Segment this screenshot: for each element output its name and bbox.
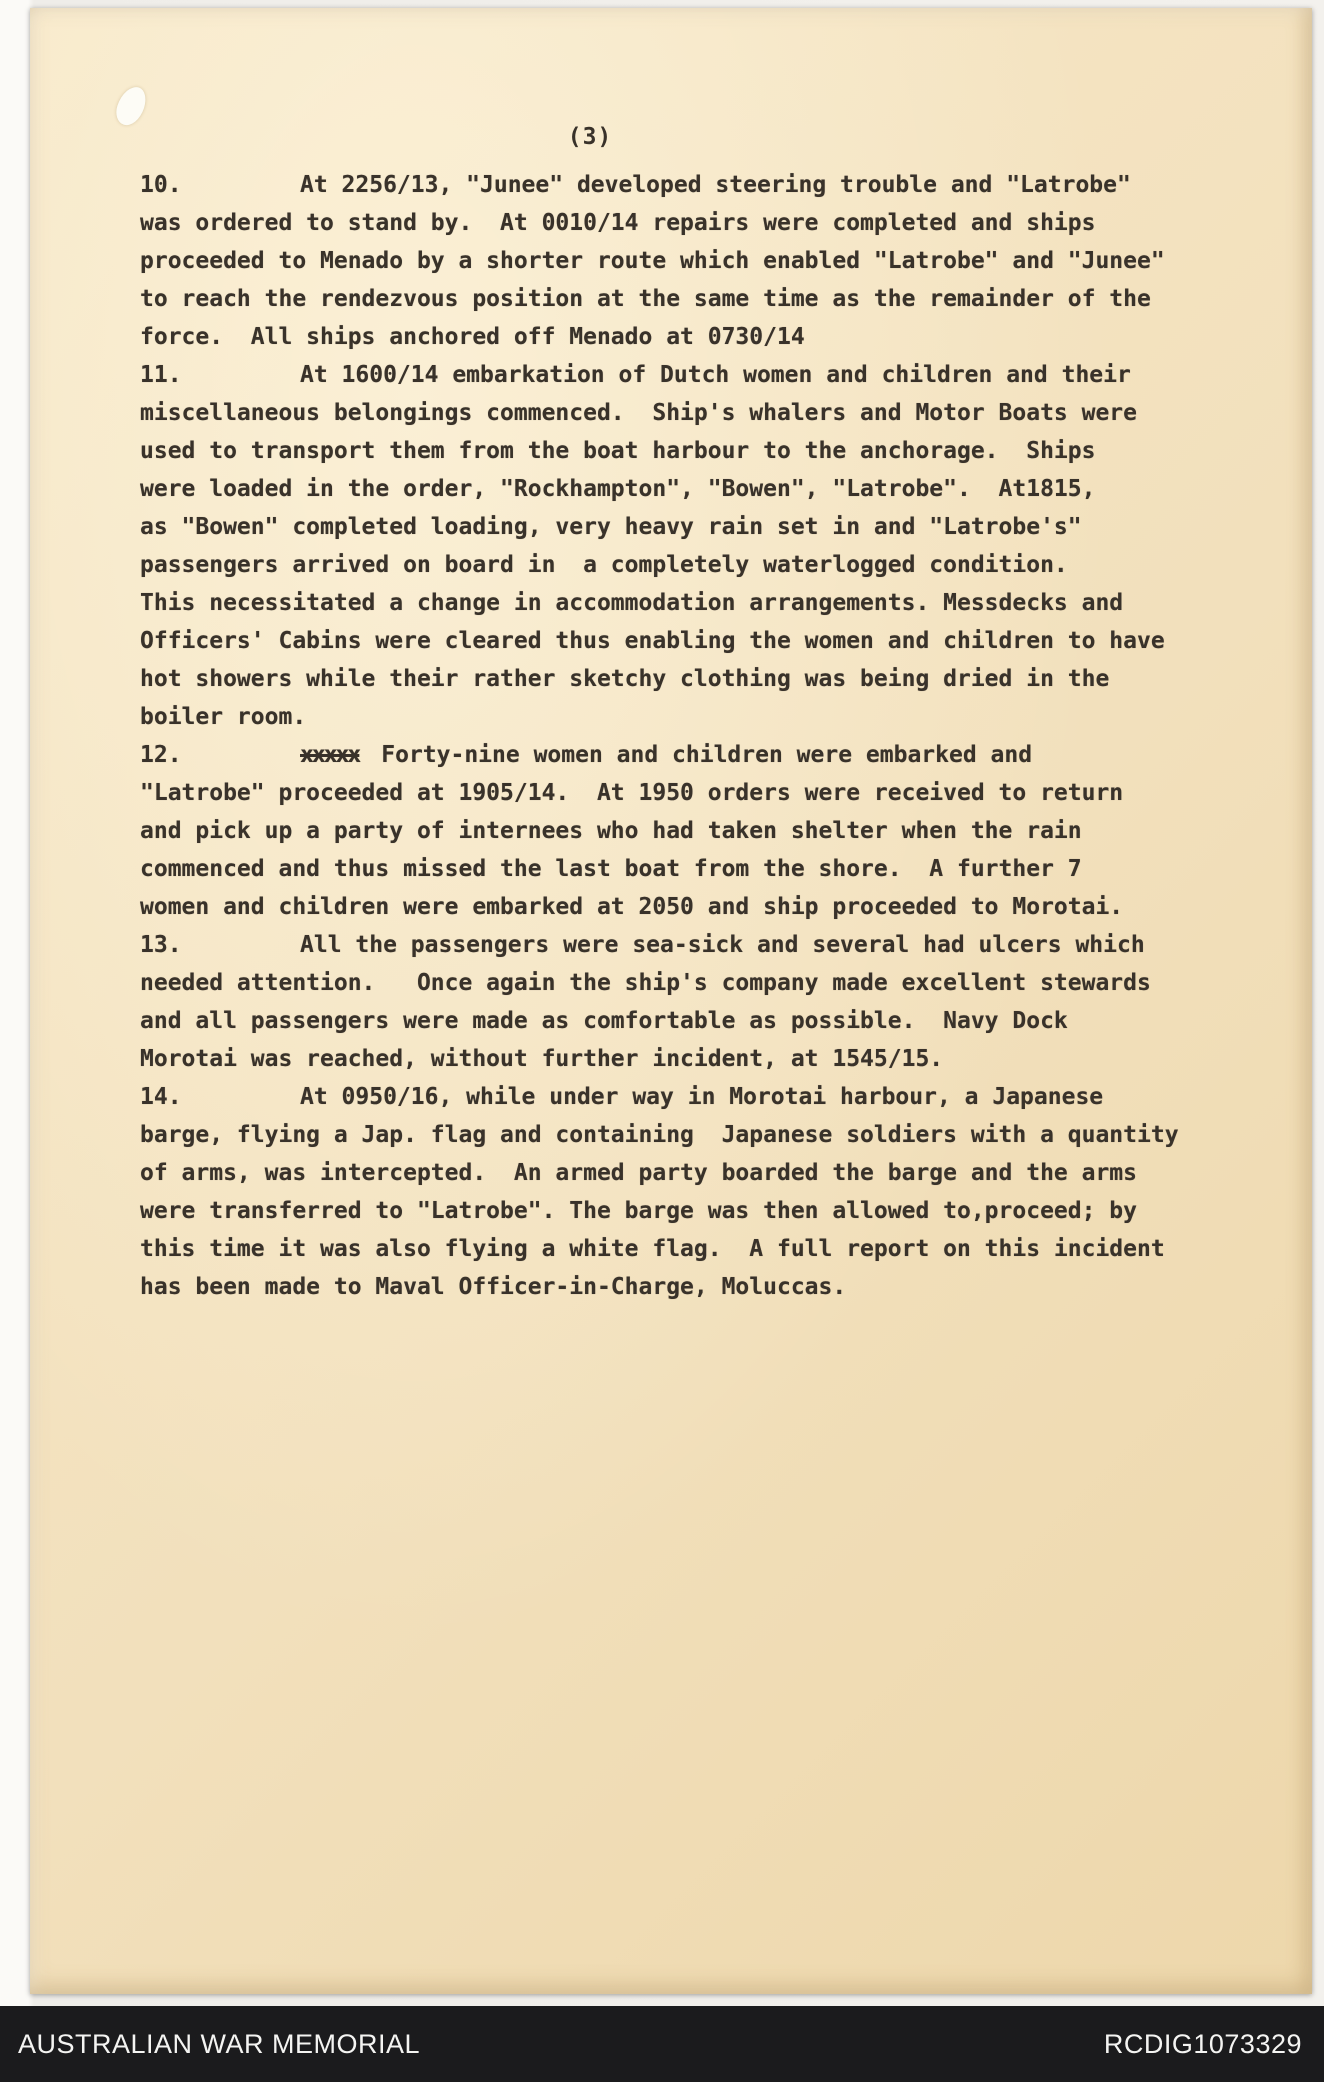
line-text: At 2256/13, "Junee" developed steering trouble and "Latrobe" — [300, 172, 1131, 198]
text-line — [140, 470, 1230, 508]
line-text: At 0950/16, while under way in Morotai harbour, a Japanese — [300, 1084, 1104, 1110]
paper-page — [30, 8, 1312, 1994]
line-text: proceeded to Menado by a shorter route which enabled "Latrobe" and "Junee" — [140, 248, 1165, 274]
text-line — [140, 774, 1230, 812]
line-text: hot showers while their rather sketchy clothing was being dried in the — [140, 666, 1110, 692]
line-text: and all passengers were made as comfortable as possible. Navy Dock — [140, 1008, 1068, 1034]
paragraph-number: 13. — [140, 932, 182, 958]
text-line — [140, 318, 1230, 356]
text-line — [140, 584, 1230, 622]
text-line — [140, 926, 1230, 964]
text-line — [140, 242, 1230, 280]
line-text: "Latrobe" proceeded at 1905/14. At 1950 orders were received to return — [140, 780, 1124, 806]
footer-reference-id: RCDIG1073329 — [1103, 2028, 1302, 2059]
paragraph — [140, 1078, 1230, 1306]
line-text: and pick up a party of internees who had taken shelter when the rain — [140, 818, 1082, 844]
line-text: boiler room. — [140, 704, 307, 730]
paragraph-number: 12. — [140, 742, 182, 768]
line-text: women and children were embarked at 2050 and ship proceeded to Morotai. — [140, 894, 1124, 920]
text-line — [140, 964, 1230, 1002]
line-text: barge, flying a Jap. flag and containing Japanese soldiers with a quantity — [140, 1122, 1179, 1148]
line-text: has been made to Maval Officer-in-Charge, Moluccas. — [140, 1274, 847, 1300]
paper-blemish — [112, 83, 149, 129]
line-text: used to transport them from the boat harbour to the anchorage. Ships — [140, 438, 1096, 464]
line-text: was ordered to stand by. At 0010/14 repairs were completed and ships — [140, 210, 1096, 236]
text-line — [140, 1192, 1230, 1230]
text-line — [140, 1268, 1230, 1306]
page-number: (3) — [567, 124, 613, 150]
line-text: to reach the rendezvous position at the same time as the remainder of the — [140, 286, 1151, 312]
line-text: were loaded in the order, "Rockhampton", "Bowen", "Latrobe". At1815, — [140, 476, 1096, 502]
text-line — [140, 166, 1230, 204]
text-line — [140, 546, 1230, 584]
line-text: passengers arrived on board in a completely waterlogged condition. — [140, 552, 1068, 578]
text-line — [140, 508, 1230, 546]
text-line — [140, 1002, 1230, 1040]
document-body — [140, 166, 1230, 1306]
line-text: miscellaneous belongings commenced. Ship's whalers and Motor Boats were — [140, 400, 1137, 426]
paragraph — [140, 736, 1230, 926]
paragraph — [140, 356, 1230, 736]
paragraph-number: 11. — [140, 362, 182, 388]
line-text: At 1600/14 embarkation of Dutch women and children and their — [300, 362, 1131, 388]
line-text: Forty-nine women and children were embarked and — [381, 742, 1033, 768]
line-text: as "Bowen" completed loading, very heavy rain set in and "Latrobe's" — [140, 514, 1082, 540]
paragraph-number: 10. — [140, 172, 182, 198]
footer-bar — [0, 2006, 1324, 2082]
line-text: Morotai was reached, without further incident, at 1545/15. — [140, 1046, 944, 1072]
line-text: commenced and thus missed the last boat from the shore. A further 7 — [140, 856, 1082, 882]
text-line — [140, 1116, 1230, 1154]
text-line — [140, 660, 1230, 698]
line-text: needed attention. Once again the ship's company made excellent stewards — [140, 970, 1151, 996]
text-line — [140, 622, 1230, 660]
text-line — [140, 1154, 1230, 1192]
text-line — [140, 280, 1230, 318]
paragraph-number: 14. — [140, 1084, 182, 1110]
text-line — [140, 1230, 1230, 1268]
line-text: force. All ships anchored off Menado at 0730/14 — [140, 324, 805, 350]
text-line — [140, 1040, 1230, 1078]
text-line — [140, 698, 1230, 736]
line-text: This necessitated a change in accommodation arrangements. Messdecks and — [140, 590, 1124, 616]
struck-out-text: xxxxx — [300, 742, 360, 768]
paragraph — [140, 166, 1230, 356]
line-text: of arms, was intercepted. An armed party boarded the barge and the arms — [140, 1160, 1137, 1186]
line-text: Officers' Cabins were cleared thus enabling the women and children to have — [140, 628, 1165, 654]
line-text: All the passengers were sea-sick and several had ulcers which — [300, 932, 1145, 958]
text-line — [140, 204, 1230, 242]
text-line — [140, 812, 1230, 850]
text-line — [140, 432, 1230, 470]
text-line — [140, 888, 1230, 926]
text-line — [140, 1078, 1230, 1116]
paragraph — [140, 926, 1230, 1078]
line-text: were transferred to "Latrobe". The barge was then allowed to,proceed; by — [140, 1198, 1137, 1224]
text-line — [140, 736, 1230, 774]
text-line — [140, 394, 1230, 432]
footer-institution-label: AUSTRALIAN WAR MEMORIAL — [18, 2028, 421, 2059]
line-text: this time it was also flying a white flag. A full report on this incident — [140, 1236, 1165, 1262]
text-line — [140, 850, 1230, 888]
text-line — [140, 356, 1230, 394]
